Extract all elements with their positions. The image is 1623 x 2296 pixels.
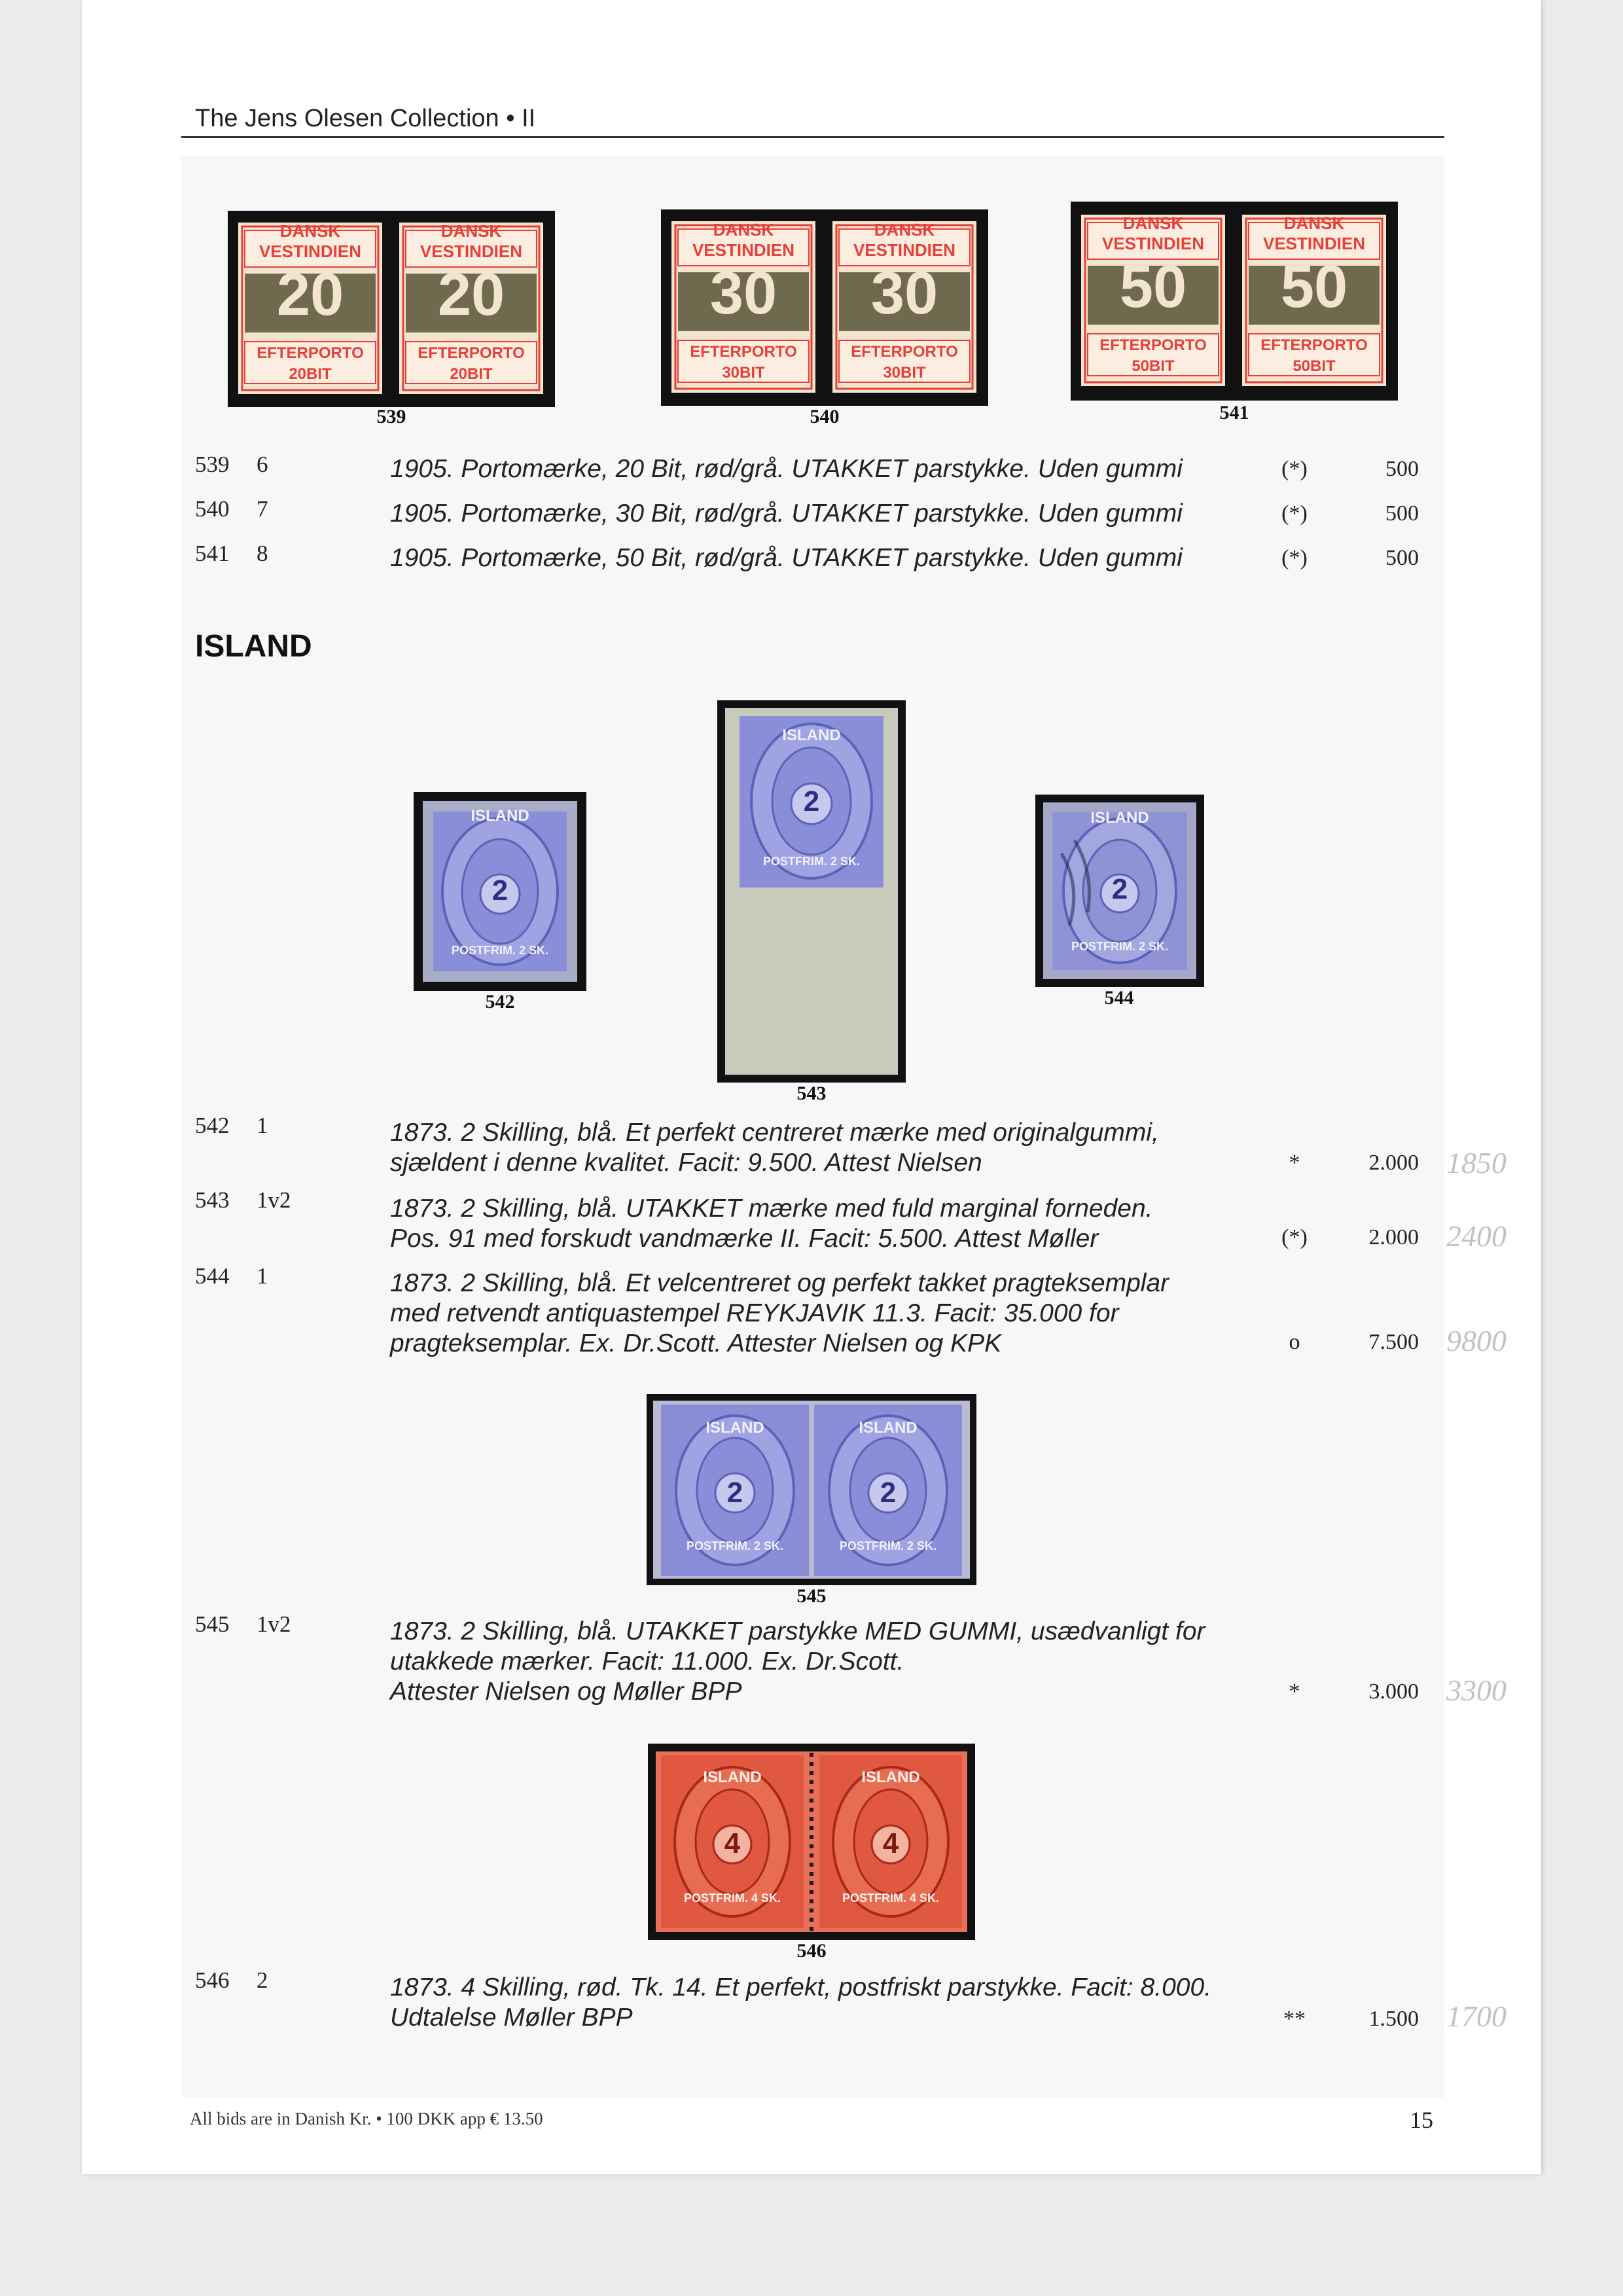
stamp-542-country: ISLAND [471,807,529,825]
lot-543-desc-line-1: 1873. 2 Skilling, blå. UTAKKET mærke med fuld marginal forneden. [390,1194,1153,1223]
lot-539-desc: 1905. Portomærke, 20 Bit, rød/grå. UTAKKET parstykke. Uden gummi [390,455,1183,483]
stamp-543-imprint: POSTFRIM. 2 SK. [762,855,861,868]
lot-541-condition: (*) [1281,546,1308,570]
stamp-545-country-b: ISLAND [859,1419,918,1437]
lot-544-pencil-note: 9800 [1446,1324,1507,1357]
lot-545-number: 545 [195,1611,230,1637]
caption-541: 541 [1219,402,1249,423]
stamp-545-imprint-b: POSTFRIM. 2 SK. [839,1539,937,1552]
stamp-540-country-b: DANSK VESTINDIEN [853,220,956,260]
caption-540: 540 [810,406,840,427]
lot-543-number: 543 [195,1187,230,1213]
lot-544-desc-line-1: 1873. 2 Skilling, blå. Et velcentreret og perfekt takket pragteksemplar [390,1269,1169,1297]
lot-539-number: 539 [195,452,230,477]
stamp-546-imprint-b: POSTFRIM. 4 SK. [842,1892,940,1905]
caption-544: 544 [1104,987,1134,1009]
lot-545-pencil-note: 3300 [1446,1674,1507,1707]
stamp-542-imprint: POSTFRIM. 2 SK. [451,944,549,957]
stamp-541-bit-a: 50BIT [1132,357,1175,375]
lot-545-desc-line-1: 1873. 2 Skilling, blå. UTAKKET parstykke MED GUMMI, usædvanligt for [390,1617,1205,1645]
lot-546-price: 1.500 [1368,2007,1419,2031]
lot-543-pencil-note: 2400 [1446,1219,1507,1253]
stamp-541-value-b: 50 [1280,253,1348,320]
caption-539: 539 [376,406,406,427]
stamp-539-caption-b: EFTERPORTO [418,344,525,362]
stamp-540-caption-a: EFTERPORTO [690,343,797,361]
stamp-544-numeral: 2 [1111,873,1128,905]
stamp-pair-546 [648,1744,975,1940]
stamp-545-numeral-a: 2 [726,1477,743,1509]
footer-note: All bids are in Danish Kr. • 100 DKK app € 13.50 [190,2109,543,2128]
stamp-539-country-a: DANSK VESTINDIEN [259,221,362,261]
lot-545-ref: 1v2 [257,1611,291,1637]
page-header-title: The Jens Olesen Collection • II [195,105,536,132]
stamp-539-bit-a: 20BIT [289,365,332,383]
caption-545: 545 [796,1585,827,1607]
stamp-542-numeral: 2 [491,874,508,906]
lot-542-number: 542 [195,1113,230,1138]
stamp-541-caption-a: EFTERPORTO [1099,336,1207,354]
stamp-540-value-b: 30 [870,260,938,327]
lot-544-desc-line-3: pragteksemplar. Ex. Dr.Scott. Attester Nielsen og KPK [390,1329,1002,1357]
stamp-541-value-a: 50 [1119,253,1187,320]
stamp-540-country-a: DANSK VESTINDIEN [692,220,795,260]
stamp-543-country: ISLAND [782,726,841,744]
stamp-540-bit-b: 30BIT [883,364,926,382]
lot-540-condition: (*) [1281,501,1308,526]
stamp-543-numeral: 2 [803,785,820,817]
caption-543: 543 [796,1083,827,1104]
lot-541-number: 541 [195,541,230,566]
lot-545-price: 3.000 [1368,1679,1419,1704]
lot-546-desc-line-2: Udtalelse Møller BPP [390,2003,633,2032]
lot-542-pencil-note: 1850 [1446,1146,1507,1179]
lot-546-condition: ** [1283,2007,1306,2031]
lot-541-price: 500 [1385,546,1419,570]
lot-546-desc-line-1: 1873. 4 Skilling, rød. Tk. 14. Et perfekt, postfriskt parstykke. Facit: 8.000. [390,1973,1212,2001]
lot-542-desc-line-2: sjældent i denne kvalitet. Facit: 9.500. Attest Nielsen [390,1149,982,1177]
stamp-546-imprint-a: POSTFRIM. 4 SK. [683,1892,781,1905]
lot-544-ref: 1 [257,1263,268,1289]
lot-543-condition: (*) [1281,1225,1308,1249]
stamp-539-bit-b: 20BIT [450,365,493,383]
lot-541-ref: 8 [257,541,268,566]
lot-545-desc-line-3: Attester Nielsen og Møller BPP [390,1677,742,1706]
stamp-544-country: ISLAND [1090,809,1149,827]
stamp-545-numeral-b: 2 [880,1477,897,1509]
stamp-541-bit-b: 50BIT [1293,357,1336,375]
section-title-island: ISLAND [195,629,312,664]
lot-541-desc: 1905. Portomærke, 50 Bit, rød/grå. UTAKKET parstykke. Uden gummi [390,544,1183,572]
page-number: 15 [1410,2107,1433,2133]
stamp-546-country-b: ISLAND [861,1768,920,1786]
stamp-539-value-a: 20 [276,261,344,328]
lot-540-price: 500 [1385,501,1419,526]
stamp-545-imprint-a: POSTFRIM. 2 SK. [686,1539,784,1552]
caption-546: 546 [796,1940,827,1962]
lot-542-price: 2.000 [1368,1151,1419,1175]
stamp-541-country-b: DANSK VESTINDIEN [1262,213,1366,253]
stamp-545-country-a: ISLAND [705,1419,764,1437]
stamp-540-bit-a: 30BIT [722,364,765,382]
lot-543-desc-line-2: Pos. 91 med forskudt vandmærke II. Facit: 5.500. Attest Møller [390,1225,1099,1253]
lot-542-condition: * [1289,1151,1300,1175]
stamp-546-numeral-b: 4 [882,1827,899,1859]
stamp-543 [717,700,906,1083]
lot-544-price: 7.500 [1368,1330,1419,1354]
lot-540-desc: 1905. Portomærke, 30 Bit, rød/grå. UTAKKET parstykke. Uden gummi [390,499,1183,528]
lot-542-desc-line-1: 1873. 2 Skilling, blå. Et perfekt centreret mærke med originalgummi, [390,1119,1159,1147]
lot-539-condition: (*) [1281,457,1308,481]
stamp-544-imprint: POSTFRIM. 2 SK. [1071,940,1169,953]
lot-546-pencil-note: 1700 [1446,2000,1507,2033]
lot-539-price: 500 [1385,457,1419,481]
stamp-pair-545 [647,1394,976,1585]
stamp-541-caption-b: EFTERPORTO [1260,336,1368,354]
lot-542-ref: 1 [257,1113,268,1138]
lot-540-ref: 7 [257,496,268,522]
lot-539-ref: 6 [257,452,268,477]
lot-543-ref: 1v2 [257,1187,291,1213]
stamp-541-country-a: DANSK VESTINDIEN [1101,213,1205,253]
stamp-546-country-a: ISLAND [703,1768,762,1786]
stamp-539-caption-a: EFTERPORTO [257,344,364,362]
lot-546-ref: 2 [257,1967,268,1993]
header-rule [181,136,1444,138]
caption-542: 542 [485,991,515,1013]
lot-545-desc-line-2: utakkede mærker. Facit: 11.000. Ex. Dr.Scott. [390,1647,904,1676]
stamp-540-value-a: 30 [709,260,777,327]
lot-543-price: 2.000 [1368,1225,1419,1249]
lot-540-number: 540 [195,496,230,522]
stamp-539-value-b: 20 [437,261,505,328]
lot-544-desc-line-2: med retvendt antiquastempel REYKJAVIK 11.3. Facit: 35.000 for [390,1299,1119,1327]
lot-544-condition: o [1289,1330,1300,1354]
stamp-540-caption-b: EFTERPORTO [851,343,958,361]
lot-545-condition: * [1289,1679,1300,1704]
stamp-546-numeral-a: 4 [724,1827,741,1859]
lot-546-number: 546 [195,1967,230,1993]
stamp-539-country-b: DANSK VESTINDIEN [419,221,523,261]
lot-544-number: 544 [195,1263,230,1289]
